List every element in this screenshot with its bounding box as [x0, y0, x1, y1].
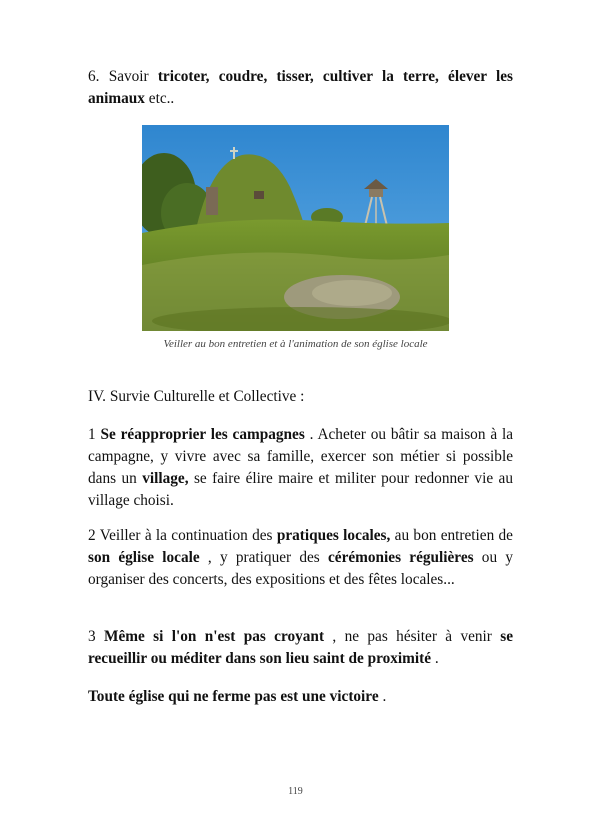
paragraph-3: 3 Même si l'on n'est pas croyant , ne pas hésiter à venir se recueillir ou méditer dans son lieu saint de proximité . [88, 628, 514, 667]
section-heading: IV. Survie Culturelle et Collective : [88, 388, 305, 405]
skills-list: tricoter, coudre, tisser, cultiver la terre, élever les animaux [88, 68, 514, 107]
paragraph-2: 2 Veiller à la continuation des pratiques locales, au bon entretien de son église locale , y pratiquer des cérémonies régulières ou y organiser des concerts, des expositions et des fêtes locales... [88, 527, 513, 588]
photo-caption: Veiller au bon entretien et à l'animation de son église locale [163, 338, 428, 350]
item-6-paragraph: 6. Savoir tricoter, coudre, tisser, cultiver la terre, élever les animaux etc.. [88, 68, 514, 107]
paragraph-4: Toute église qui ne ferme pas est une victoire . [88, 688, 387, 705]
page-number: 119 [288, 786, 303, 797]
paragraph-1: 1 Se réapproprier les campagnes . Acheter ou bâtir sa maison à la campagne, y vivre avec sa famille, exercer son métier si possible dans un village, se faire élire maire et militer pour redonner vie au village choisi. [88, 426, 513, 509]
sod-church-illustration [142, 125, 449, 331]
church-photo [142, 125, 449, 331]
item-number: 6. [88, 68, 100, 85]
